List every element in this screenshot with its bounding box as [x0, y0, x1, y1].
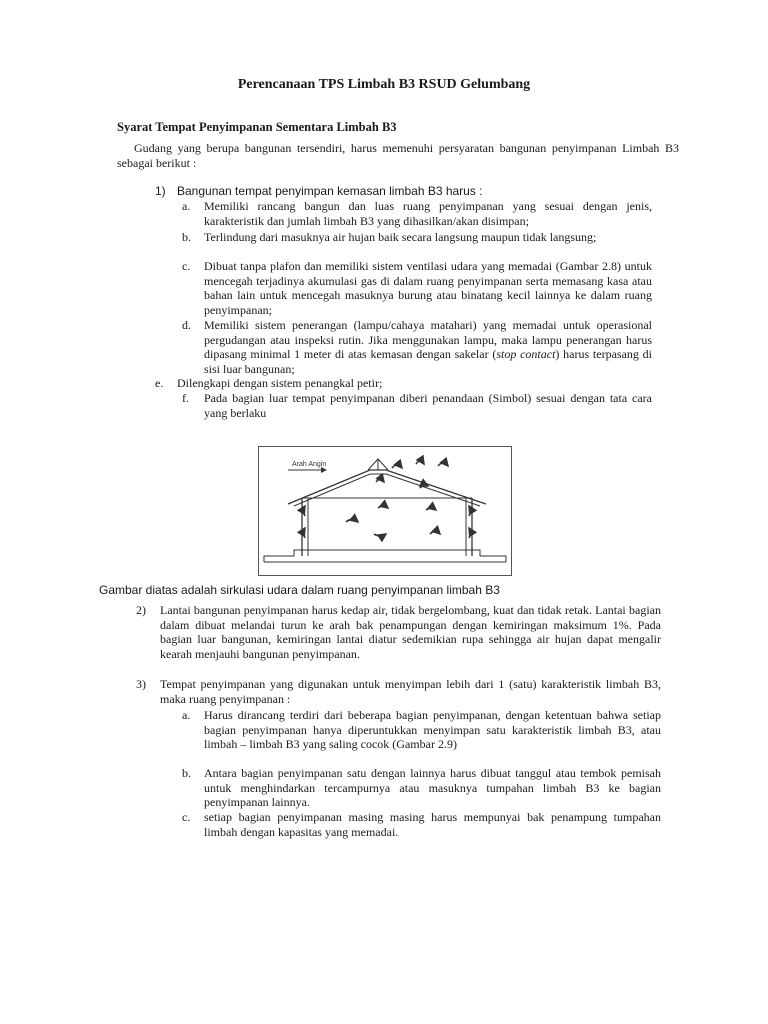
sub-item-1c: [182, 259, 652, 317]
sub-item-text: Terlindung dari masuknya air hujan baik secara langsung maupun tidak langsung;: [204, 230, 597, 244]
sub-marker: e.: [155, 376, 164, 390]
sub-item-text-b: ) harus terpasang di sisi luar bangunan;: [204, 347, 652, 376]
figure-caption: Gambar diatas adalah sirkulasi udara dalam ruang penyimpanan limbah B3: [99, 583, 500, 597]
list-marker: 2): [136, 603, 146, 617]
ventilation-diagram: [258, 446, 512, 576]
list-item-text: Tempat penyimpanan yang digunakan untuk menyimpan lebih dari 1 (satu) karakteristik limbah B3, maka ruang penyimpanan :: [160, 677, 661, 706]
section-heading: Syarat Tempat Penyimpanan Sementara Limbah B3: [117, 120, 397, 134]
intro-paragraph: [117, 141, 679, 171]
sub-item-text: Dilengkapi dengan sistem penangkal petir;: [177, 376, 383, 390]
sub-item-text: setiap bagian penyimpanan masing masing harus mempunyai bak penampung tumpahan limbah dengan kapasitas yang memadai.: [204, 810, 661, 839]
intro-text: Gudang yang berupa bangunan tersendiri, harus memenuhi persyaratan bangunan penyimpanan Limbah B3 sebagai berikut :: [117, 141, 679, 170]
sub-item-text: Pada bagian luar tempat penyimpanan diberi penandaan (Simbol) sesuai dengan tata cara yang berlaku: [204, 391, 652, 420]
sub-item-1f: [182, 391, 652, 420]
sub-item-text: Harus dirancang terdiri dari beberapa bagian penyimpanan, dengan ketentuan bahwa setiap bagian penyimpanan hanya diperuntukkan menyimpan satu karakteristik limbah B3, atau limbah – limbah B3 yang saling cocok (Gambar 2.9): [204, 708, 661, 751]
list-marker: 3): [136, 677, 146, 691]
list-item-1: [155, 184, 667, 199]
sub-item-text: Memiliki rancang bangun dan luas ruang penyimpanan yang sesuai dengan jenis, karakteristik dan jumlah limbah B3 yang dihasilkan/akan disimpan;: [204, 199, 652, 228]
sub-item-3c: [182, 810, 661, 839]
sub-item-1e: [155, 376, 647, 391]
sub-item-1b: [182, 230, 652, 245]
sub-marker: a.: [182, 708, 191, 722]
sub-item-text: Antara bagian penyimpanan satu dengan lainnya harus dibuat tanggul atau tembok pemisah untuk menghindarkan tercampurnya atau masuknya tumpahan limbah B3 ke bagian penyimpanan lainnya.: [204, 766, 661, 809]
sub-marker: b.: [182, 766, 191, 780]
list-item-text: Lantai bangunan penyimpanan harus kedap air, tidak bergelombang, kuat dan tidak retak. Lantai bagian dalam dibuat melandai turun ke arah bak penampungan dengan kemiringan maksimum 1%. Pada bagian luar bangunan, kemiringan lantai diatur sedemikian rupa sehingga air hujan dapat mengalir kearah menjauhi bangunan penyimpanan.: [160, 603, 661, 661]
sub-item-3b: [182, 766, 661, 810]
list-item-2: [136, 603, 661, 661]
page-title: Perencanaan TPS Limbah B3 RSUD Gelumbang: [237, 77, 531, 92]
sub-item-italic: stop contact: [496, 347, 556, 361]
sub-item-text-a: Memiliki sistem penerangan (lampu/cahaya matahari) yang memadai untuk operasional pergudangan atau inspeksi rutin. Jika menggunakan lampu, maka lampu penerangan harus dipasang minimal 1 meter di atas kemasan dengan sakelar (: [204, 318, 652, 361]
sub-item-3a: [182, 708, 661, 752]
sub-marker: d.: [182, 318, 191, 332]
sub-marker: f.: [182, 391, 189, 405]
list-item-text: Bangunan tempat penyimpan kemasan limbah B3 harus :: [177, 184, 483, 198]
sub-item-text: Dibuat tanpa plafon dan memiliki sistem ventilasi udara yang memadai (Gambar 2.8) untuk mencegah terjadinya akumulasi gas di dalam ruang penyimpanan serta memasang kasa atau bahan lain untuk mencegah masuknya burung atau binatang kecil lainnya ke dalam ruang penyimpanan;: [204, 259, 652, 317]
list-item-3: [136, 677, 661, 706]
sub-marker: c.: [182, 259, 191, 273]
sub-marker: c.: [182, 810, 191, 824]
sub-marker: a.: [182, 199, 191, 213]
sub-marker: b.: [182, 230, 191, 244]
wind-direction-label: Arah Angin: [292, 461, 327, 468]
sub-item-1a: [182, 199, 652, 228]
list-marker: 1): [155, 184, 166, 198]
sub-item-1d: [182, 318, 652, 376]
